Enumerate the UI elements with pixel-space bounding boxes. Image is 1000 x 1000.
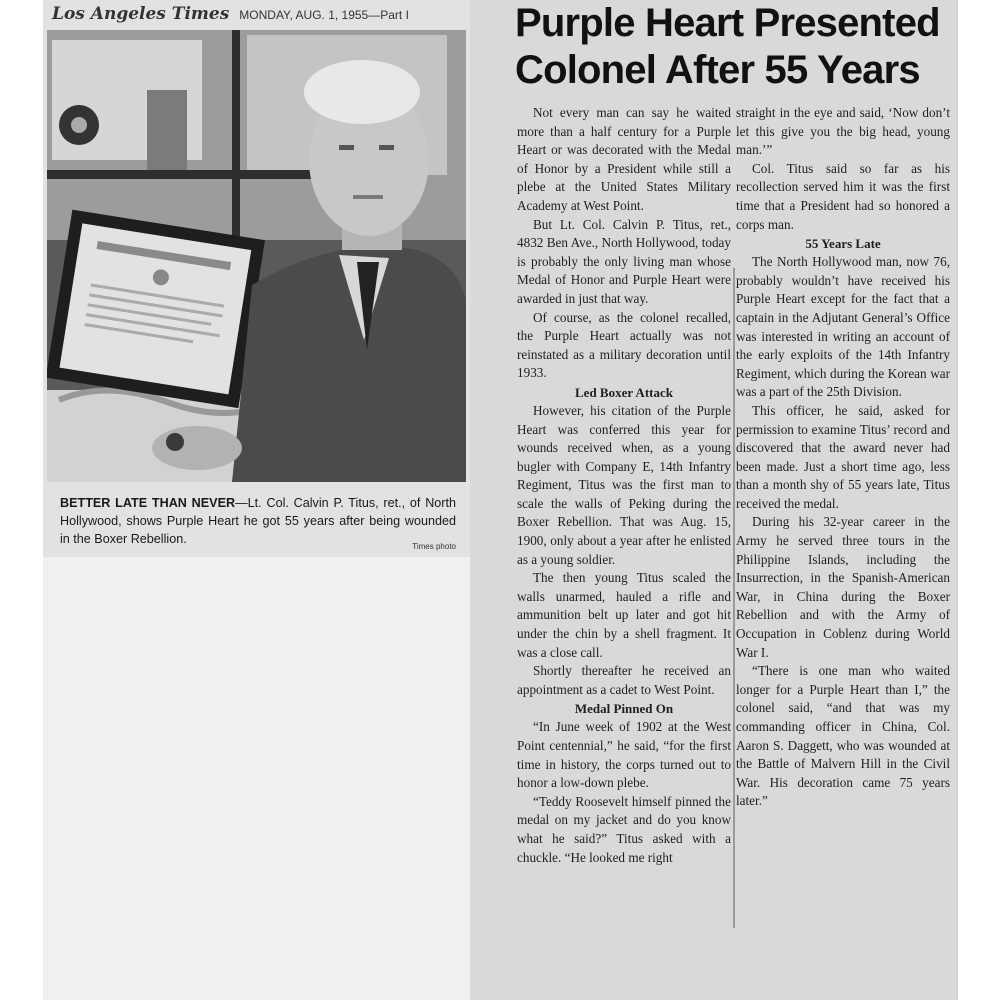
caption-text: —Lt. Col. Calvin P. Titus, ret., of North Hollywood, shows Purple Heart he got 55 years after being wounded in the Boxer Rebellion. [60,496,456,546]
blank-area [43,557,470,1000]
scan-edge [956,0,958,1000]
paragraph: “In June week of 1902 at the West Point centennial,” he said, “for the first time in history, the corps turned out to honor a low-down plebe. [517,719,731,791]
paragraph: straight in the eye and said, ‘Now don’t let this give you the big head, young man.’” [736,105,950,158]
headline-line-2: Colonel After 55 Years [515,48,920,92]
portrait-photo-icon [47,30,466,482]
headline-line-1: Purple Heart Presented [515,1,940,45]
masthead [52,4,462,30]
paragraph: Shortly thereafter he received an appointment as a cadet to West Point. [517,663,731,697]
paragraph: “There is one man who waited longer for a Purple Heart than I,” the colonel said, “and that was my commanding officer in China, Col. Aaron S. Daggett, who was wounded at the Battle of Malvern Hill in the Civil War. His decoration came 75 years later.” [736,663,950,809]
article-column-2 [736,104,950,811]
column-rule [733,268,735,928]
paragraph: This officer, he said, asked for permission to examine Titus’ record and discovered that the award never had been made. Just a short time ago, less than a month shy of 55 years late, Titus received the medal. [736,402,950,511]
headline [515,0,955,94]
subhead: 55 Years Late [805,236,881,252]
paragraph: During his 32-year career in the Army he served three tours in the Philippine Islands, including the Insurrection, in the Spanish-American War, in China during the Boxer Rebellion and with the Army of Occupation in Coblenz during World War I. [736,514,950,660]
paragraph: But Lt. Col. Calvin P. Titus, ret., 4832 Ben Ave., North Hollywood, today is probably the only living man whose Medal of Honor and Purple Heart were awarded in just that way. [517,216,731,306]
article-column-1 [517,104,731,867]
paragraph: Not every man can say he waited more than a half century for a Purple Heart or was decorated with the Medal of Honor by a President while still a plebe at the United States Military Academy at West Point. [517,105,731,213]
caption-lead: BETTER LATE THAN NEVER [60,496,236,510]
paragraph: However, his citation of the Purple Heart was conferred this year for wounds received when, as a young bugler with Company E, 14th Infantry Regiment, Titus was the first man to scale the walls of Peking during the Boxer Rebellion. That was Aug. 15, 1900, only about a year after he enlisted as a young soldier. [517,402,731,567]
paragraph: Of course, as the colonel recalled, the Purple Heart actually was not reinstated as a military decoration until 1933. [517,309,731,381]
photo-caption [60,494,456,548]
date-line: MONDAY, AUG. 1, 1955—Part I [239,8,409,22]
newspaper-name: Los Angeles Times [52,4,230,24]
photo-credit: Times photo [412,542,456,551]
photo-illustration [47,30,466,482]
paragraph: “Teddy Roosevelt himself pinned the medal on my jacket and do you know what he said?” Titus asked with a chuckle. “He looked me right [517,793,731,865]
subhead: Led Boxer Attack [575,384,673,400]
subhead: Medal Pinned On [574,701,674,717]
paragraph: The then young Titus scaled the walls unarmed, hauled a rifle and ammunition belt up later and got hit under the chin by a shell fragment. It was a close call. [517,570,731,660]
paragraph: Col. Titus said so far as his recollection served him it was the first time that a President had so honored a corps man. [736,160,950,232]
paragraph: The North Hollywood man, now 76, probably wouldn’t have received his Purple Heart except for the fact that a captain in the Adjutant General’s Office was interested in writing an account of the early exploits of the 14th Infantry Regiment, which during the Korean war was a part of the 25th Division. [736,254,950,400]
